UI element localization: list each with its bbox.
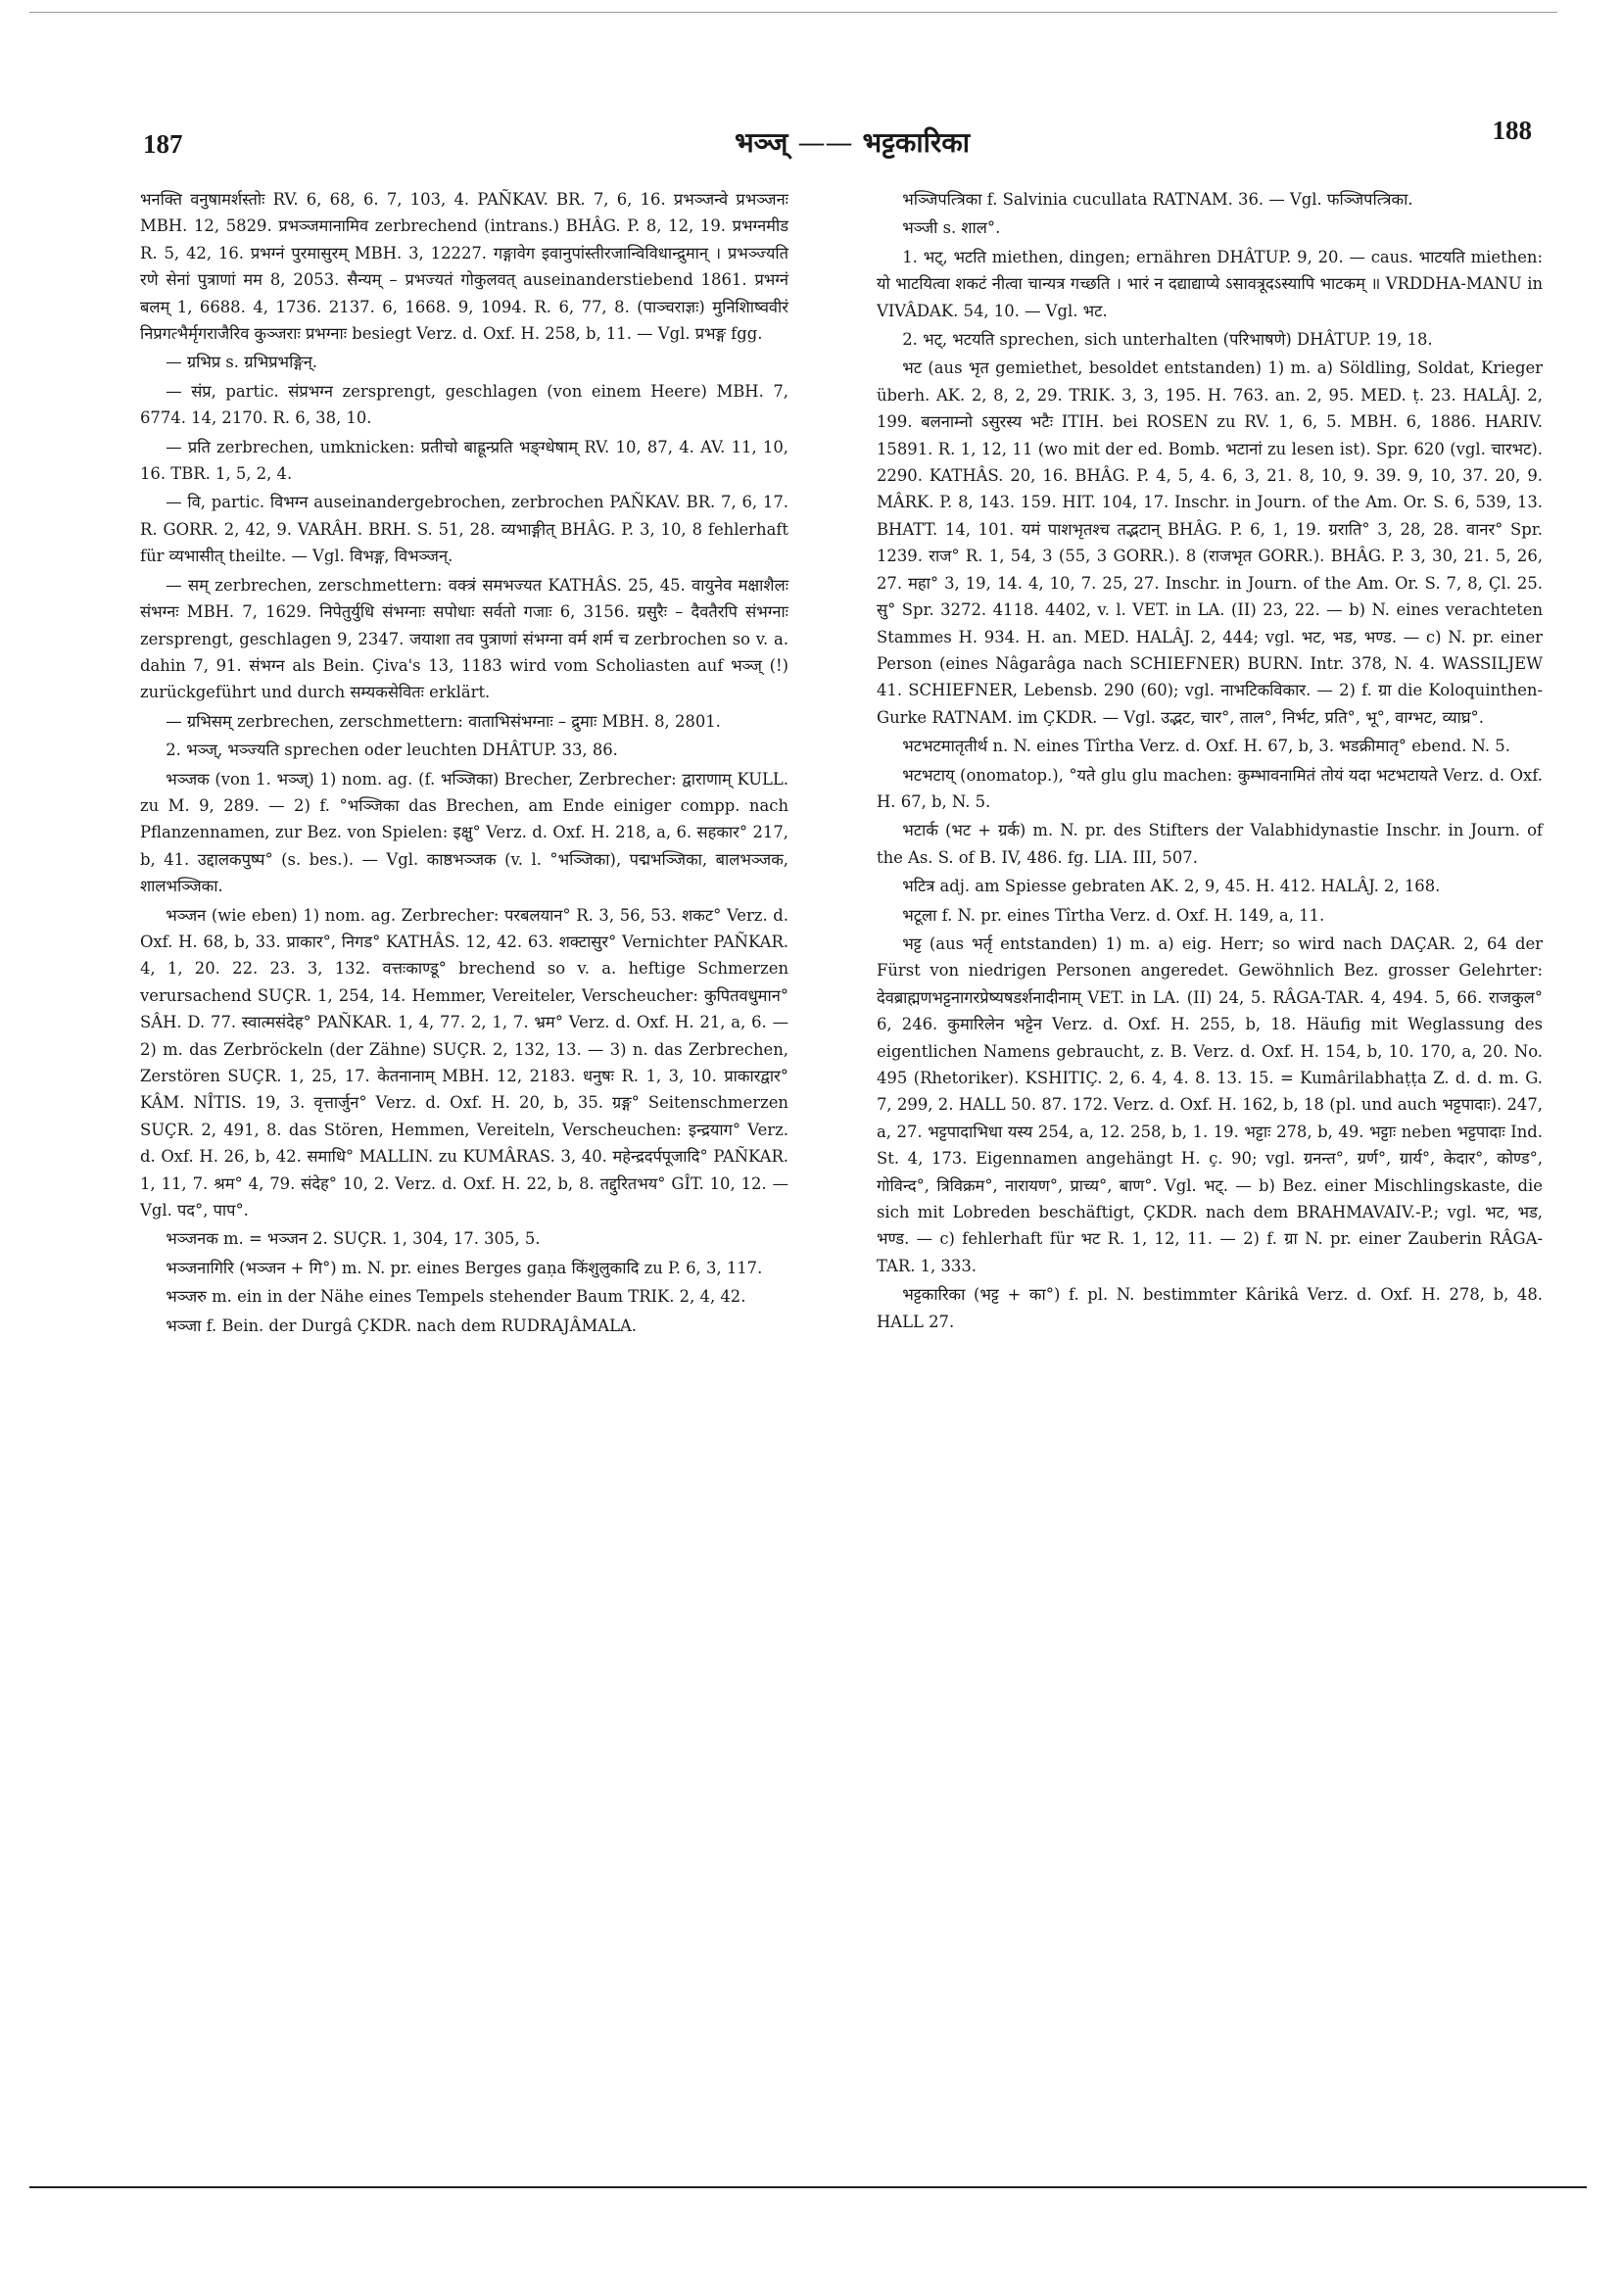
entry-paragraph: 2. भञ्ज्, भञ्ज्यति sprechen oder leuchten DHÂTUP. 33, 86. xyxy=(166,741,618,760)
entry-paragraph: भञ्जा f. Bein. der Durgâ ÇKDR. nach dem RUDRAJÂMALA. xyxy=(166,1315,638,1335)
right-column xyxy=(877,186,1543,1337)
entry-paragraph: भञ्जन (wie eben) 1) nom. ag. Zerbrecher: परबलयान° R. 3, 56, 53. शकट° Verz. d. Oxf. H. 68, b, 33. प्राकार°, निगड° KATHÂS. 12, 42. 63. शक्टासुर° Vernichter PAÑKAR. 4, 1, 20. 22. 23. 3, 132. वत्तःकाण्डू° brechend so v. a. heftige Schmerzen verursachend SUÇR. 1, 254, 14. Hemmer, Vereiteler, Verscheucher: कुपितवधुमान° SÂH. D. 77. स्वात्मसंदेह° PAÑKAR. 1, 4, 77. 2, 1, 7. भ्रम° Verz. d. Oxf. H. 21, a, 6. — 2) m. das Zerbröckeln (der Zähne) SUÇR. 2, 132, 13. — 3) n. das Zerbrechen, Zerstören SUÇR. 1, 25, 17. केतनानाम् MBH. 12, 2183. धनुषः R. 1, 3, 10. प्राकारद्वार° KÂM. NÎTIS. 19, 3. वृत्तार्जुन° Verz. d. Oxf. H. 20, b, 35. ग्रङ्ग° Seitenschmerzen SUÇR. 2, 491, 8. das Stören, Hemmen, Vereiteln, Verscheuchen: इन्द्रयाग° Verz. d. Oxf. H. 26, b, 42. समाधि° MALLIN. zu KUMÂRAS. 3, 40. महेन्द्रदर्पपूजादि° PAÑKAR. 1, 11, 7. श्रम° 4, 79. संदेह° 10, 2. Verz. d. Oxf. H. 22, b, 8. तद्दुरितभय° GÎT. 10, 12. — Vgl. पद°, पाप°. xyxy=(140,905,788,1220)
page-number-left: 187 xyxy=(143,129,183,159)
top-rule xyxy=(29,12,1557,13)
entry-paragraph: भञ्जनक m. = भञ्जन 2. SUÇR. 1, 304, 17. 305, 5. xyxy=(166,1229,541,1249)
entry-paragraph: भञ्जनागिरि (भञ्जन + गि°) m. N. pr. eines Berges gaṇa किंशुलुकादि zu P. 6, 3, 117. xyxy=(166,1258,763,1277)
entry-paragraph: — वि, partic. विभग्न auseinandergebrochen, zerbrochen PAÑKAV. BR. 7, 6, 17. R. GORR. 2, 42, 9. VARÂH. BRH. S. 51, 28. व्यभाङ्गीत् BHÂG. P. 3, 10, 8 fehlerhaft für व्यभासीत् theilte. — Vgl. विभङ्ग, विभञ्जन्. xyxy=(140,493,788,566)
entry-paragraph: भटार्क (भट + ग्रर्क) m. N. pr. des Stifters der Valabhidynastie Inschr. in Journ. of the As. S. of B. IV, 486. fg. LIA. III, 507. xyxy=(877,821,1543,867)
entry-paragraph: भट (aus भृत gemiethet, besoldet entstanden) 1) m. a) Söldling, Soldat, Krieger überh. AK. 2, 8, 2, 29. TRIK. 3, 3, 195. H. 763. an. 2, 95. MED. ṭ. 23. HALÂJ. 2, 199. बलनाम्नो ऽसुरस्य भटैः ITIH. bei ROSEN zu RV. 1, 6, 5. MBH. 6, 1886. HARIV. 15891. R. 1, 12, 11 (wo mit der ed. Bomb. भटानां zu lesen ist). Spr. 620 (vgl. चारभट). 2290. KATHÂS. 20, 16. BHÂG. P. 4, 5, 4. 6, 3, 21. 8, 10, 9. 39. 9, 10, 37. 20, 9. MÂRK. P. 8, 143. 159. HIT. 104, 17. Inschr. in Journ. of the Am. Or. S. 6, 539, 13. BHATT. 14, 101. यमं पाशभृतश्च तद्भटान् BHÂG. P. 6, 1, 19. ग्रराति° 3, 28, 28. वानर° Spr. 1239. राज° R. 1, 54, 3 (55, 3 GORR.). 8 (राजभृत GORR.). BHÂG. P. 3, 30, 21. 5, 26, 27. महा° 3, 19, 14. 4, 10, 7. 25, 27. Inschr. in Journ. of the Am. Or. S. 7, 8, Çl. 25. सु° Spr. 3272. 4118. 4402, v. l. VET. in LA. (II) 23, 22. — b) N. eines verachteten Stammes H. 934. H. an. MED. HALÂJ. 2, 444; vgl. भट, भड, भण्ड. — c) N. pr. einer Person (eines Nâgarâga nach SCHIEFNER) BURN. Intr. 378, N. 4. WASSILJEW 41. SCHIEFNER, Lebensb. 290 (60); vgl. नाभटिकविकार. — 2) f. ग्रा die Koloquinthen-Gurke RATNAM. im ÇKDR. — Vgl. उद्भट, चार°, ताल°, निर्भट, प्रति°, भू°, वाग्भट, व्याघ्र°. xyxy=(877,359,1543,727)
entry-paragraph: भटित्र adj. am Spiesse gebraten AK. 2, 9, 45. H. 412. HALÂJ. 2, 168. xyxy=(902,877,1441,896)
entry-paragraph: भञ्जिपत्त्रिका f. Salvinia cucullata RATNAM. 36. — Vgl. फञ्जिपत्त्रिका. xyxy=(902,190,1413,209)
entry-paragraph: 2. भट्, भटयति sprechen, sich unterhalten (परिभाषणे) DHÂTUP. 19, 18. xyxy=(902,330,1433,350)
left-column xyxy=(140,186,788,1341)
entry-paragraph: भटभटमातृतीर्थ n. N. eines Tîrtha Verz. d. Oxf. H. 67, b, 3. भडक्रीमातृ° ebend. N. 5. xyxy=(902,737,1510,756)
entry-paragraph: — संप्र, partic. संप्रभग्न zersprengt, geschlagen (von einem Heere) MBH. 7, 6774. 14, 2170. R. 6, 38, 10. xyxy=(140,381,788,428)
page-number-right: 188 xyxy=(1492,116,1532,145)
entry-paragraph: भटभटाय् (onomatop.), °यते glu glu machen: कुम्भावनामितं तोयं यदा भटभटायते Verz. d. Oxf. H. 67, b, N. 5. xyxy=(877,765,1543,811)
headword-end: भट्टकारिका xyxy=(862,126,971,159)
entry-paragraph: भनक्ति वनुषामर्शस्तोः RV. 6, 68, 6. 7, 103, 4. PAÑKAV. BR. 7, 6, 16. प्रभञ्जन्वे प्रभञ्जनः MBH. 12, 5829. प्रभञ्जमानामिव zerbrechend (intrans.) BHÂG. P. 8, 12, 19. प्रभग्नमीड R. 5, 42, 16. प्रभग्नं पुरमासुरम् MBH. 3, 12227. गङ्गावेग इवानुपांस्तीरजान्विविधान्द्रुमान् । प्रभञ्ज्यति रणे सेनां पुत्राणां मम 8, 2053. सैन्यम् – प्रभज्यतं गोकुलवत् auseinanderstiebend 1861. प्रभग्नं बलम् 1, 6688. 4, 1736. 2137. 6, 1668. 9, 1094. R. 6, 77, 8. (पाञ्चराज्ञः) मुनिशिाष्ववीरं निप्रगत्भैर्मृगराजैरिव कुञ्जराः प्रभग्नाः besiegt Verz. d. Oxf. H. 258, b, 11. — Vgl. प्रभङ्ग fgg. xyxy=(140,190,788,344)
entry-paragraph: भञ्जी s. शाल°. xyxy=(902,218,1001,238)
headword-dash: —— xyxy=(797,126,853,159)
entry-paragraph: भञ्जक (von 1. भञ्ज्) 1) nom. ag. (f. भञ्जिका) Brecher, Zerbrecher: द्वाराणाम् KULL. zu M. 9, 289. — 2) f. °भञ्जिका das Brechen, am Ende einiger compp. nach Pflanzennamen, zur Bez. von Spielen: इक्षु° Verz. d. Oxf. H. 218, a, 6. सहकार° 217, b, 41. उद्दालकपुष्प° (s. bes.). — Vgl. काष्ठभञ्जक (v. l. °भञ्जिका), पद्मभञ्जिका, बालभञ्जक, शालभञ्जिका. xyxy=(140,769,788,896)
entry-paragraph: भञ्जरु m. ein in der Nähe eines Tempels stehender Baum TRIK. 2, 4, 42. xyxy=(166,1287,746,1307)
entry-paragraph: भट्ट (aus भर्तृ entstanden) 1) m. a) eig. Herr; so wird nach DAÇAR. 2, 64 der Fürst von niedrigen Personen angeredet. Gewöhnlich Bez. grosser Gelehrter: देवब्राह्मणभट्टनागरप्रेष्यषडर्शनादीनाम् VET. in LA. (II) 24, 5. RÂGA-TAR. 4, 494. 5, 66. राजकुल° 6, 246. कुमारिलेन भट्टेन Verz. d. Oxf. H. 255, b, 18. Häufig mit Weglassung des eigentlichen Namens gebraucht, z. B. Verz. d. Oxf. H. 154, b, 10. 170, a, 20. No. 495 (Rhetoriker). KSHITIÇ. 2, 6. 4, 4. 8. 13. 15. = Kumârilabhaṭṭa Z. d. d. m. G. 7, 299, 2. HALL 50. 87. 172. Verz. d. Oxf. H. 162, b, 18 (pl. und auch भट्टपादाः). 247, a, 27. भट्टपादाभिधा यस्य 254, a, 12. 258, b, 1. 19. भट्टाः 278, b, 49. भट्टाः neben भट्टपादाः Ind. St. 4, 173. Eigennamen angehängt H. ç. 90; vgl. ग्रनन्त°, ग्रर्ण°, ग्रार्य°, केदार°, कोण्ड°, गोविन्द°, त्रिविक्रम°, नारायण°, प्राच्य°, बाण°. Vgl. भट्. — b) Bez. einer Mischlingskaste, die sich mit Lobreden beschäftigt, ÇKDR. nach dem BRAHMAVAIV.-P.; vgl. भट, भड, भण्ड. — c) fehlerhaft für भट R. 1, 12, 11. — 2) f. ग्रा N. pr. einer Zauberin RÂGA-TAR. 1, 333. xyxy=(877,933,1543,1275)
entry-paragraph: भट्टकारिका (भट्ट + का°) f. pl. N. bestimmter Kârikâ Verz. d. Oxf. H. 278, b, 48. HALL 27. xyxy=(877,1285,1543,1331)
page-header xyxy=(127,116,1538,165)
entry-paragraph: 1. भट्, भटति miethen, dingen; ernähren DHÂTUP. 9, 20. — caus. भाटयति miethen: यो भाटयित्वा शकटं नीत्वा चान्यत्र गच्छति । भारं न दद्याद्याप्ये ऽसावत्रूदऽस्यापि भाटकम् ॥ VRDDHA-MANU in VIVÂDAK. 54, 10. — Vgl. भट. xyxy=(877,247,1543,320)
entry-paragraph: — ग्रभिसम् zerbrechen, zerschmettern: वाताभिसंभग्नाः – द्रुमाः MBH. 8, 2801. xyxy=(166,711,721,731)
entry-paragraph: — सम् zerbrechen, zerschmettern: वक्त्रं समभज्यत KATHÂS. 25, 45. वायुनेव मक्षाशैलः संभग्नः MBH. 7, 1629. निपेतुर्युधि संभग्नाः सपोधाः सर्वतो गजाः 6, 3156. ग्रसुरैः – दैवतैरपि संभग्नाः zersprengt, geschlagen 9, 2347. जयाशा तव पुत्राणां संभग्ना वर्म शर्म च zerbrochen so v. a. dahin 7, 91. संभग्न als Bein. Çiva's 13, 1183 wird vom Scholiasten auf भञ्ज् (!) zurückgeführt und durch सम्यकसेवितः erklärt. xyxy=(140,575,788,702)
running-head xyxy=(735,123,1146,161)
entry-paragraph: भटूला f. N. pr. eines Tîrtha Verz. d. Oxf. H. 149, a, 11. xyxy=(902,905,1325,925)
entry-paragraph: — ग्रभिप्र s. ग्रभिप्रभङ्गिन्. xyxy=(166,353,318,372)
entry-paragraph: — प्रति zerbrechen, umknicken: प्रतीचो बाह्रून्प्रति भङ्ग्धेषाम् RV. 10, 87, 4. AV. 11, 10, 16. TBR. 1, 5, 2, 4. xyxy=(140,437,788,484)
headword-start: भञ्ज् xyxy=(735,126,788,159)
bottom-rule xyxy=(29,2186,1587,2188)
